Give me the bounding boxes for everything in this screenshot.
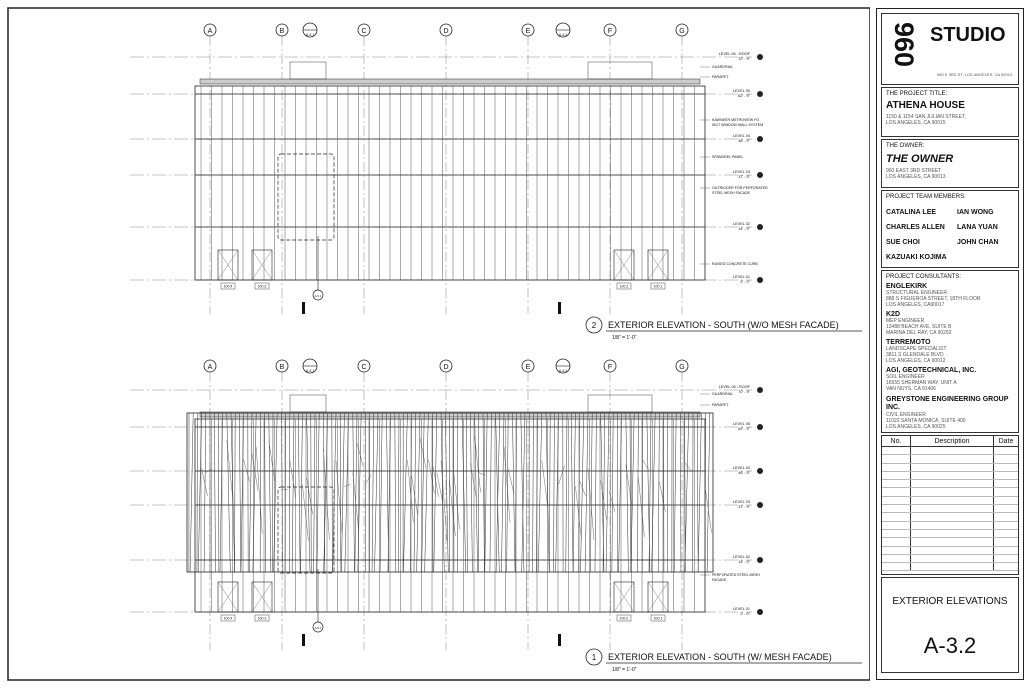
mesh-fold	[466, 413, 467, 572]
drawing-title: EXTERIOR ELEVATION - SOUTH (W/O MESH FACADE)	[608, 320, 839, 330]
mesh-crease	[437, 473, 443, 503]
grid-label: G	[679, 28, 685, 35]
revision-row	[882, 447, 1018, 455]
level-marker	[757, 91, 763, 97]
mesh-fold	[292, 413, 294, 572]
mesh-fold	[417, 413, 420, 572]
mesh-crease	[559, 465, 565, 484]
level-marker	[757, 424, 763, 430]
mesh-fold	[533, 413, 534, 572]
mesh-fold	[403, 413, 407, 572]
annotation-note: PARAPET	[712, 403, 729, 407]
mesh-fold	[697, 413, 698, 572]
rev-header-no: No.	[882, 436, 911, 447]
mesh-fold	[652, 413, 656, 572]
consultant-name: AGI, GEOTECHNICAL, INC.	[886, 367, 977, 374]
grid-label: D	[443, 364, 449, 371]
team-member: JOHN CHAN	[957, 239, 999, 246]
level-name: LEVEL 05	[733, 422, 750, 426]
mesh-fold	[340, 413, 341, 572]
consultant-role: SOIL ENGINEER	[886, 374, 925, 380]
annotation-note: OUTRIGGER FOR PERFORATED	[712, 186, 768, 190]
consultant-address: 3811 S GLENDALE BLVD	[886, 352, 944, 358]
door-tag-label: 100.4	[223, 616, 233, 621]
mesh-fold	[512, 413, 515, 572]
sheet-id-section	[881, 577, 1019, 673]
mesh-fold	[227, 413, 231, 572]
mesh-fold	[355, 413, 357, 572]
consultant-entry	[886, 396, 1014, 430]
revision-row	[882, 480, 1018, 488]
mesh-fold	[231, 413, 235, 572]
mesh-fold	[626, 413, 629, 572]
annotation-note: STEEL MESH FACADE	[712, 191, 751, 195]
grid-label: F	[607, 364, 613, 371]
studio-name: STUDIO	[930, 24, 1006, 46]
revision-grid	[882, 436, 1018, 571]
grid-label: B	[279, 28, 285, 35]
door-tag-label: 100.4	[223, 284, 233, 289]
mesh-fold	[490, 413, 491, 572]
mesh-fold	[314, 413, 315, 572]
sheet-border	[8, 8, 870, 680]
grid-label: E	[525, 28, 531, 35]
annotation-note: PERFORATED STEEL MESH	[712, 573, 760, 577]
studio-logo-mark: 960	[889, 22, 919, 68]
mesh-fold	[375, 413, 378, 572]
mesh-fold	[274, 413, 278, 572]
team-label: PROJECT TEAM MEMBERS:	[886, 194, 966, 200]
team-member: SUE CHOI	[886, 239, 920, 246]
level-marker	[757, 609, 763, 615]
drawing-title: EXTERIOR ELEVATION - SOUTH (W/ MESH FACADE)	[608, 652, 832, 662]
level-elevation: 0' - 0"	[740, 280, 750, 284]
team-section	[881, 190, 1019, 268]
grid-label: E	[525, 364, 531, 371]
mesh-fold	[425, 413, 429, 572]
section-tick	[302, 634, 305, 646]
mesh-fold	[612, 413, 613, 572]
mesh-crease	[449, 480, 455, 536]
roof-stair-tower	[290, 62, 326, 79]
drawing-scale: 1/8" = 1'-0"	[612, 335, 637, 341]
consultants-section	[881, 270, 1019, 433]
studio-address: 960 E 3RD ST, LOS ANGELES, CA 90013	[937, 72, 1013, 77]
mesh-fold	[590, 413, 592, 572]
consultant-entry	[886, 311, 1016, 336]
grid-label: A	[207, 28, 213, 35]
annotation-note: RAISED CONCRETE CURB	[712, 262, 758, 266]
mesh-fold	[239, 413, 240, 572]
rev-header-date: Date	[994, 436, 1019, 447]
grid-label: F	[607, 28, 613, 35]
consultant-address: 11022 SANTA MONICA, SUITE 400	[886, 418, 966, 424]
mesh-fold	[333, 413, 336, 572]
level-marker	[757, 277, 763, 283]
section-cut-ref: A-5.1	[314, 626, 322, 630]
mesh-crease	[344, 484, 350, 487]
mesh-crease	[580, 481, 586, 496]
annotation-note: GUARDRAIL	[712, 392, 733, 396]
section-sheet-ref: A-4.2	[558, 369, 568, 373]
door-tag-label: 100.3	[257, 616, 267, 621]
mesh-fold	[571, 413, 573, 572]
mesh-fold	[685, 413, 689, 572]
mesh-fold	[580, 413, 583, 572]
level-marker	[757, 502, 763, 508]
mesh-crease	[479, 473, 485, 476]
mesh-fold	[353, 413, 355, 572]
level-marker	[757, 224, 763, 230]
mesh-crease	[454, 471, 460, 529]
project-title-section	[881, 87, 1019, 137]
revision-row	[882, 513, 1018, 521]
consultant-role: STRUCTURAL ENGINEER	[886, 290, 947, 296]
level-name: LEVEL 04	[733, 134, 750, 138]
revision-rows	[882, 447, 1018, 571]
owner-label: THE OWNER:	[886, 143, 925, 149]
mesh-fold	[317, 413, 319, 572]
mesh-fold	[307, 413, 310, 572]
consultant-city: VAN NUYS, CA 91406	[886, 386, 936, 392]
title-block	[876, 8, 1024, 680]
consultant-entry	[886, 367, 1016, 392]
revision-row	[882, 471, 1018, 479]
mesh-fold	[249, 413, 252, 572]
project-address-1: 1150 & 1154 SAN JULIAN STREET,	[886, 114, 966, 120]
level-elevation: 37' - 9"	[738, 175, 750, 179]
mesh-fold	[549, 413, 550, 572]
grid-label: C	[361, 364, 367, 371]
mesh-fold	[674, 413, 676, 572]
grid-label: G	[679, 364, 685, 371]
team-member: IAN WONG	[957, 209, 994, 216]
level-elevation: 70' - 9"	[738, 57, 750, 61]
mesh-fold	[595, 413, 596, 572]
section-cut-ref: A-5.1	[314, 294, 322, 298]
mesh-fold	[630, 413, 631, 572]
level-name: LEVEL 01	[733, 607, 750, 611]
mesh-fold	[496, 413, 500, 572]
mesh-fold	[538, 413, 542, 572]
revision-row	[882, 455, 1018, 463]
annotation-note: 501T WINDOW WALL SYSTEM	[712, 123, 764, 127]
section-tick	[558, 634, 561, 646]
door-tag-label: 100.2	[619, 616, 629, 621]
consultant-address: 13488 BEACH AVE, SUITE B	[886, 324, 952, 330]
owner-address-1: 960 EAST 3RD STREET	[886, 168, 942, 174]
section-sheet-ref: A-4.1	[305, 33, 315, 37]
mesh-fold	[235, 413, 236, 572]
consultant-name: GREYSTONE ENGINEERING GROUP INC.	[886, 396, 1009, 411]
mesh-fold	[462, 413, 466, 572]
level-marker	[757, 557, 763, 563]
consultant-city: LOS ANGELES, CA 90025	[886, 424, 946, 430]
level-marker	[757, 136, 763, 142]
mesh-crease	[256, 447, 262, 533]
mesh-fold	[707, 413, 710, 572]
mesh-crease	[659, 482, 665, 512]
mesh-crease	[290, 460, 296, 498]
section-sheet-ref: A-4.2	[558, 33, 568, 37]
door-tag-label: 100.3	[257, 284, 267, 289]
level-name: LEVEL 02	[733, 222, 750, 226]
mesh-fold	[566, 413, 567, 572]
level-elevation: 14' - 9"	[738, 560, 750, 564]
mesh-crease	[407, 460, 413, 522]
level-name: LEVEL 02	[733, 555, 750, 559]
level-elevation: 14' - 9"	[738, 227, 750, 231]
owner-name: THE OWNER	[886, 153, 954, 165]
mesh-fold	[301, 413, 303, 572]
mesh-fold	[214, 413, 215, 572]
level-name: LEVEL 03	[733, 170, 750, 174]
level-marker	[757, 172, 763, 178]
project-title-label: THE PROJECT TITLE:	[886, 91, 948, 97]
revision-table	[881, 435, 1019, 575]
mesh-fold	[204, 413, 206, 572]
project-address-2: LOS ANGELES, CA 90015	[886, 120, 946, 126]
drawing-number: 1	[591, 653, 597, 662]
section-sheet-ref: A-4.1	[305, 369, 315, 373]
level-marker	[757, 54, 763, 60]
mesh-fold	[585, 413, 588, 572]
level-elevation: 37' - 9"	[738, 505, 750, 509]
level-name: LEVEL 06 - ROOF	[718, 52, 750, 56]
mesh-fold	[265, 413, 266, 572]
consultant-address: 16555 SHERMAN WAY, UNIT A	[886, 380, 957, 386]
team-member: LANA YUAN	[957, 224, 998, 231]
consultant-city: MARINA DEL RAY, CA 90292	[886, 330, 952, 336]
consultant-name: TERREMOTO	[886, 339, 931, 346]
level-marker	[757, 468, 763, 474]
consultant-role: MEP ENGINEER	[886, 318, 925, 324]
mesh-fold	[445, 413, 448, 572]
annotation-note: FACADE	[712, 578, 727, 582]
level-name: LEVEL 06 - ROOF	[718, 385, 750, 389]
owner-section	[881, 139, 1019, 188]
revision-row	[882, 554, 1018, 562]
level-elevation: 62' - 9"	[738, 94, 750, 98]
revision-row	[882, 538, 1018, 546]
revision-row	[882, 488, 1018, 496]
mesh-fold	[637, 413, 638, 572]
mesh-fold	[332, 413, 333, 572]
consultant-name: ENGLEKIRK	[886, 283, 928, 290]
guardrail	[200, 79, 700, 84]
annotation-note: SPANDREL PANEL	[712, 155, 744, 159]
logo-section	[881, 13, 1019, 85]
mesh-fold	[475, 413, 478, 572]
mesh-fold	[606, 413, 609, 572]
annotation-note: PARAPET	[712, 75, 729, 79]
mesh-fold	[658, 413, 659, 572]
level-marker	[757, 387, 763, 393]
mesh-fold	[507, 413, 509, 572]
revision-row	[882, 529, 1018, 537]
mesh-crease	[420, 438, 426, 468]
elevation-view	[130, 359, 862, 665]
sheet-number: A-3.2	[923, 633, 977, 658]
mesh-crease	[575, 486, 581, 539]
mesh-fold	[269, 413, 271, 572]
mesh-fold	[485, 413, 487, 572]
level-elevation: 62' - 9"	[738, 427, 750, 431]
mesh-fold	[573, 413, 575, 572]
roof-penthouse	[588, 395, 652, 412]
consultant-entry	[886, 283, 1016, 308]
sheet-title: EXTERIOR ELEVATIONS	[892, 596, 1008, 607]
elevation-view	[130, 23, 862, 333]
mesh-fold	[554, 413, 555, 572]
mesh-fold	[470, 413, 472, 572]
revision-row	[882, 521, 1018, 529]
mesh-fold	[341, 413, 344, 572]
mesh-fold	[483, 413, 484, 572]
revision-row	[882, 563, 1018, 571]
grid-label: C	[361, 28, 367, 35]
mesh-fold	[372, 413, 374, 572]
level-elevation: 0' - 0"	[740, 612, 750, 616]
mesh-crease	[638, 478, 644, 537]
level-elevation: 48' - 9"	[738, 139, 750, 143]
roof-stair-tower	[290, 395, 326, 412]
consultant-role: LANDSCAPE SPECIALIST	[886, 346, 947, 352]
project-name: ATHENA HOUSE	[886, 100, 965, 111]
mesh-fold	[603, 413, 605, 572]
section-tick	[558, 302, 561, 314]
mesh-fold	[649, 413, 651, 572]
revision-row	[882, 505, 1018, 513]
mesh-crease	[302, 485, 308, 541]
mesh-fold	[422, 413, 425, 572]
door-tag-label: 100.2	[619, 284, 629, 289]
door-tag-label: 100.1	[653, 284, 663, 289]
roof-penthouse	[588, 62, 652, 79]
level-name: LEVEL 03	[733, 500, 750, 504]
mesh-crease	[428, 459, 434, 493]
team-member: CHARLES ALLEN	[886, 224, 945, 231]
mesh-fold	[698, 413, 701, 572]
level-name: LEVEL 04	[733, 466, 750, 470]
mesh-crease	[365, 475, 371, 484]
mesh-fold	[496, 413, 500, 572]
annotation-note: KAWNEER METROVIEW FG	[712, 118, 760, 122]
consultant-city: LOS ANGELES, CA90017	[886, 302, 945, 308]
level-name: LEVEL 01	[733, 275, 750, 279]
level-elevation: 70' - 9"	[738, 390, 750, 394]
consultant-entry	[886, 339, 1016, 364]
level-name: LEVEL 05	[733, 89, 750, 93]
drawing-number: 2	[591, 321, 597, 330]
mesh-fold	[395, 413, 396, 572]
mesh-crease	[202, 468, 208, 496]
mesh-fold	[298, 413, 300, 572]
door-tag-label: 100.1	[653, 616, 663, 621]
team-member: KAZUAKI KOJIMA	[886, 254, 947, 261]
mesh-fold	[501, 413, 504, 572]
revision-row	[882, 546, 1018, 554]
revision-row	[882, 496, 1018, 504]
drawing-scale: 1/8" = 1'-0"	[612, 667, 637, 673]
revision-row	[882, 463, 1018, 471]
mesh-fold	[190, 413, 193, 572]
owner-address-2: LOS ANGELES, CA 90013	[886, 174, 946, 180]
annotation-note: GUARDRAIL	[712, 65, 733, 69]
mesh-crease	[307, 478, 313, 514]
level-elevation: 48' - 9"	[738, 471, 750, 475]
mesh-fold	[398, 413, 399, 572]
section-tick	[302, 302, 305, 314]
grid-label: B	[279, 364, 285, 371]
consultant-name: K2D	[886, 311, 901, 318]
consultants-label: PROJECT CONSULTANTS:	[886, 274, 962, 280]
team-member: CATALINA LEE	[886, 209, 937, 216]
consultant-role: CIVIL ENGINEER	[886, 412, 926, 418]
consultant-city: LOS ANGELES, CA 90012	[886, 358, 946, 364]
consultant-address: 888 S FIGUEROA STREET, 18TH FLOOR	[886, 296, 981, 302]
rev-header-description: Description	[911, 436, 994, 447]
mesh-fold	[380, 413, 382, 572]
mesh-facade-outline	[187, 413, 713, 572]
grid-label: A	[207, 364, 213, 371]
mesh-fold	[680, 413, 681, 572]
grid-label: D	[443, 28, 449, 35]
